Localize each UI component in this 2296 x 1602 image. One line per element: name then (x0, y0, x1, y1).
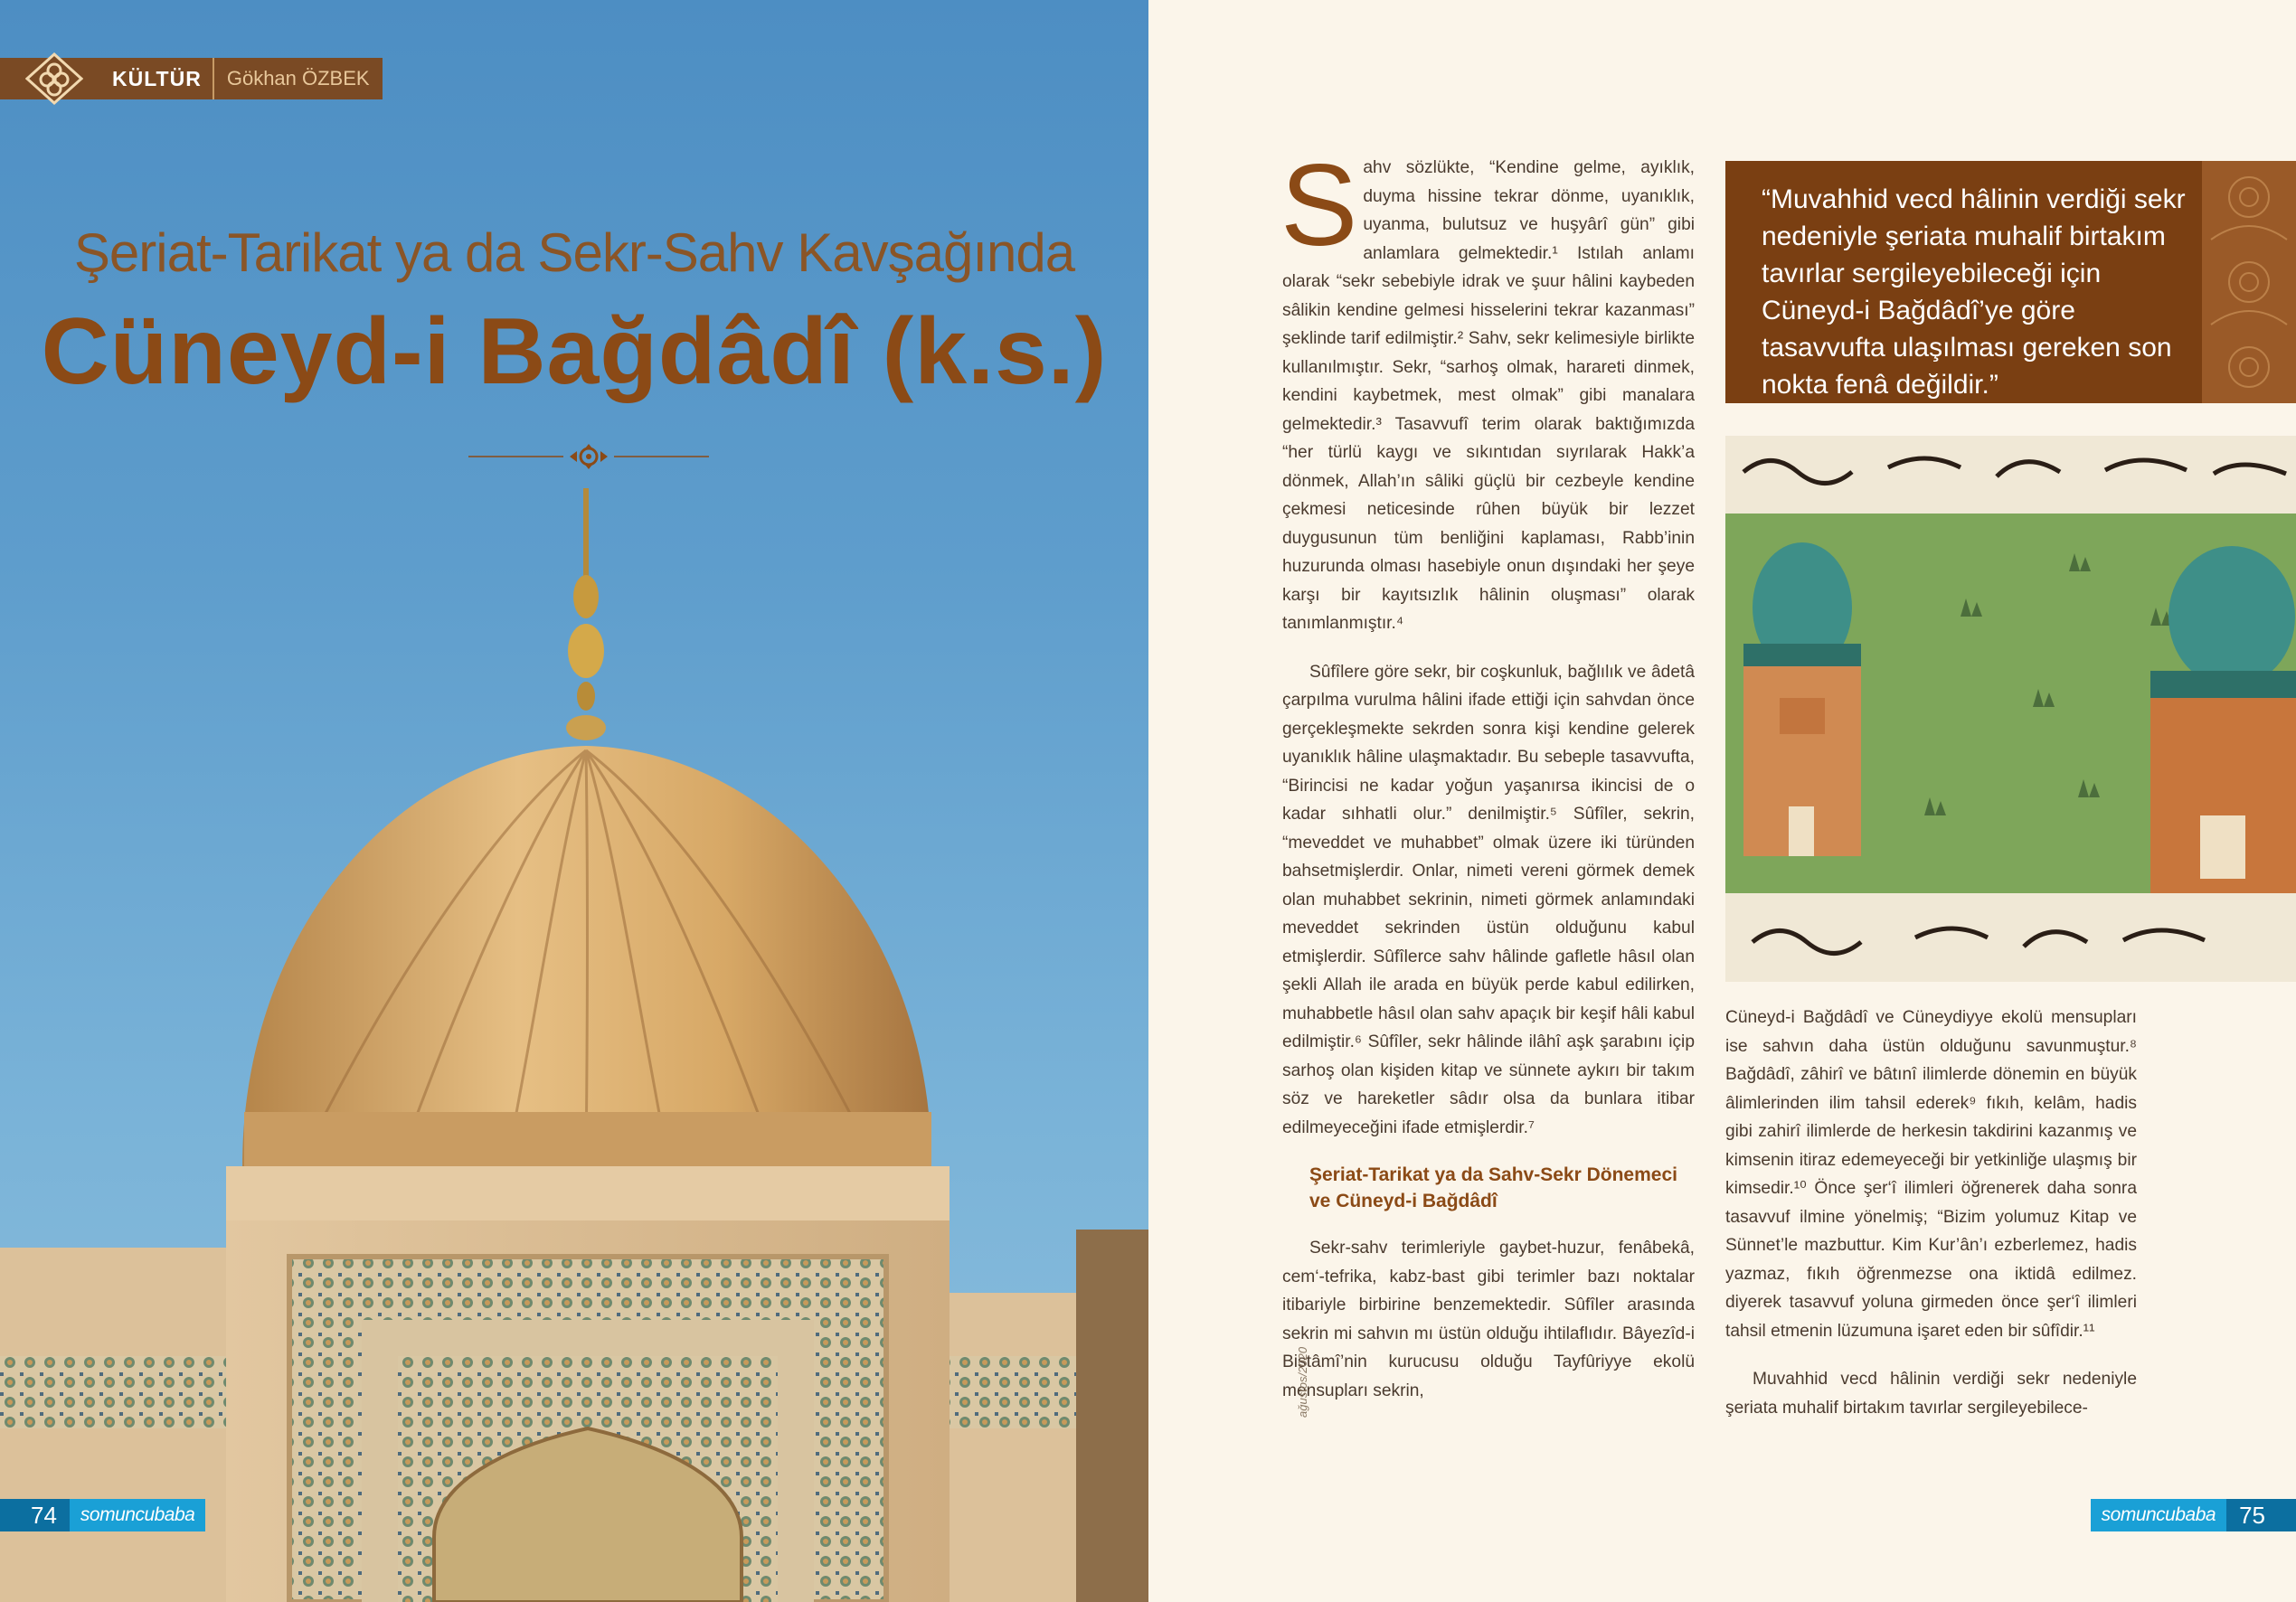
text-column-1 (1280, 141, 1695, 1425)
floral-pattern-icon (2202, 161, 2296, 403)
text-column-2 (1725, 1004, 2137, 1442)
paragraph: Sûfîlere göre sekr, bir coşkunluk, bağlılık ve âdetâ çarpılma vurulma hâlini ifade ettiği için sahvdan önce gerçekleşmekte sekrden sonra kişi kendine gelerek uyanıklık hâline ulaşmaktadır. Bu sebeple tasavvufta, “Birincisi ne kadar yoğun yaşanırsa ikincisi de o kadar sıhhatli olur.” denilmiştir.⁵ Sûfîler, sekrin, “meveddet ve muhabbet” olmak üzere iki türünden bahsetmişlerdir. Onlar, nimeti vereni görmek demek olan muhabbet sekrinin, nimeti görmek anlamındaki meveddet sekrinden üstün olduğunu kabul etmişlerdir. Sûfîlerce sahv hâlinde gafletle hâsıl olan şekli Allah ile arada en büyük perde kabul edilirken, muhabbetle hâsıl olan sahv apaçık bir keşif hâli kabul edilmiştir.⁶ Sûfîler, sekr hâlinde ilâhî aşk şarabını içip sarhoş olan kişiden kitap ve sünnete aykırı bir takım söz ve hareketler sâdır olsa da bunlara itibar edilmeyeceğini ifade etmişlerdir.⁷ (1282, 662, 1695, 1137)
section-subheading: Şeriat-Tarikat ya da Sahv-Sekr Dönemeci ve Cüneyd-i Bağdâdî (1309, 1164, 1677, 1211)
section-label: KÜLTÜR (109, 58, 214, 99)
paragraph: Sekr-sahv terimleriyle gaybet-huzur, fenâbekâ, cem‘-tefrika, kabz-bast gibi terimler bazı noktalar itibariyle birbirine benzemektedir. Sûfîler arasında sekrin mi sahvın mı üstün olduğu ihtilaflıdır. Bâyezîd-i Bistâmî’nin kurucusu olduğu Tayfûriyye ekolü mensupları sekrin, (1282, 1239, 1695, 1400)
ornament-diamond-icon (25, 52, 83, 105)
magazine-name-left: somuncubaba (70, 1499, 205, 1531)
article-subtitle: Şeriat-Tarikat ya da Sekr-Sahv Kavşağında (73, 222, 1075, 283)
pull-quote-box (1725, 161, 2296, 403)
page-number-left: 74 (0, 1499, 70, 1531)
drop-cap: S (1280, 141, 1358, 270)
pull-quote: “Muvahhid vecd hâlinin verdiği sekr nedeniyle şeriata muhalif birtakım tavırlar sergileyebileceği için Cüneyd-i Bağdâdî’ye göre tasavvufta ulaşılması gereken son nokta fenâ değildir.” (1762, 184, 2186, 400)
paragraph: Muvahhid vecd hâlinin verdiği sekr nedeniyle şeriata muhalif birtakım tavırlar sergileyebilece- (1725, 1370, 2137, 1418)
article-title: Cüneyd-i Bağdâdî (k.s.) (41, 299, 1108, 404)
title-ornament-icon (468, 443, 709, 470)
paragraph (1280, 141, 1695, 638)
issue-date: ağustos/2020 (1296, 1346, 1309, 1418)
paragraph-text: ahv sözlükte, “Kendine gelme, ayıklık, duyma hissine tekrar dönme, uyanıklık, uyanma, bulutsuz ve huşyârî gün” gibi anlamlara gelmektedir.¹ Istılah anlamı olarak “sekr sebebiyle idrak ve şuur hâlini kaybeden sâlikin kendine gelmesi hisselerini tekrar kazanması” şeklinde tarif edilmiştir.² Sahv, sekr kelimesiyle birlikte kullanılmıştır. Sekr, “sarhoş olmak, harareti dinmek, kendini kaybetmek, mest olmak” gibi manalara gelmektedir.³ Tasavvufî terim olarak baktığımızda “her türlü kaygı ve sıkıntıdan sıyrılarak Hakk’a dönmek, Allah’ın sâliki güçlü bir cezbeyle kendine çekmesi neticesinde rûhen büyük bir lezzet duygusunun tüm benliğini kaplaması, Rabb’inin huzurunda olması hasebiyle onun dışındaki her şeye karşı bir kayıtsızlık hâlinin oluşması” olarak tanımlanmıştır.⁴ (1282, 158, 1695, 633)
section-emblem (0, 58, 109, 99)
miniature-painting (1725, 436, 2296, 982)
author-name: Gökhan ÖZBEK (214, 58, 383, 99)
section-bar (0, 58, 383, 99)
right-page-footer (2091, 1499, 2296, 1531)
page-number-right: 75 (2226, 1499, 2296, 1531)
paragraph: Cüneyd-i Bağdâdî ve Cüneydiyye ekolü mensupları ise sahvın daha üstün olduğunu savunmuştur.⁸ Bağdâdî, zâhirî ve bâtınî ilimlerde dönemin en büyük âlimlerinden ilim tahsil ederek⁹ fıkıh, kelâm, hadis gibi zahirî ilimlerde de herkesin takdirini kazanmış ve kimsenin itiraz edemeyeceği bir yetkinliğe ulaşmış bir kimsedir.¹⁰ Önce şer‘î ilimleri öğrenerek daha sonra tasavvuf ilmine yönelmiş; “Bizim yolumuz Kitap ve Sünnet’le mazbuttur. Kim Kur’ân’ı ezberlemez, hadis yazmaz, fıkıh öğrenmezse ona iktidâ edilmez. diyerek tasavvuf yoluna girmeden önce şer‘î ilimleri tahsil etmenin lüzumuna işaret eden bir sûfîdir.¹¹ (1725, 1008, 2137, 1341)
magazine-name-right: somuncubaba (2091, 1499, 2226, 1531)
left-page-footer (0, 1499, 205, 1531)
